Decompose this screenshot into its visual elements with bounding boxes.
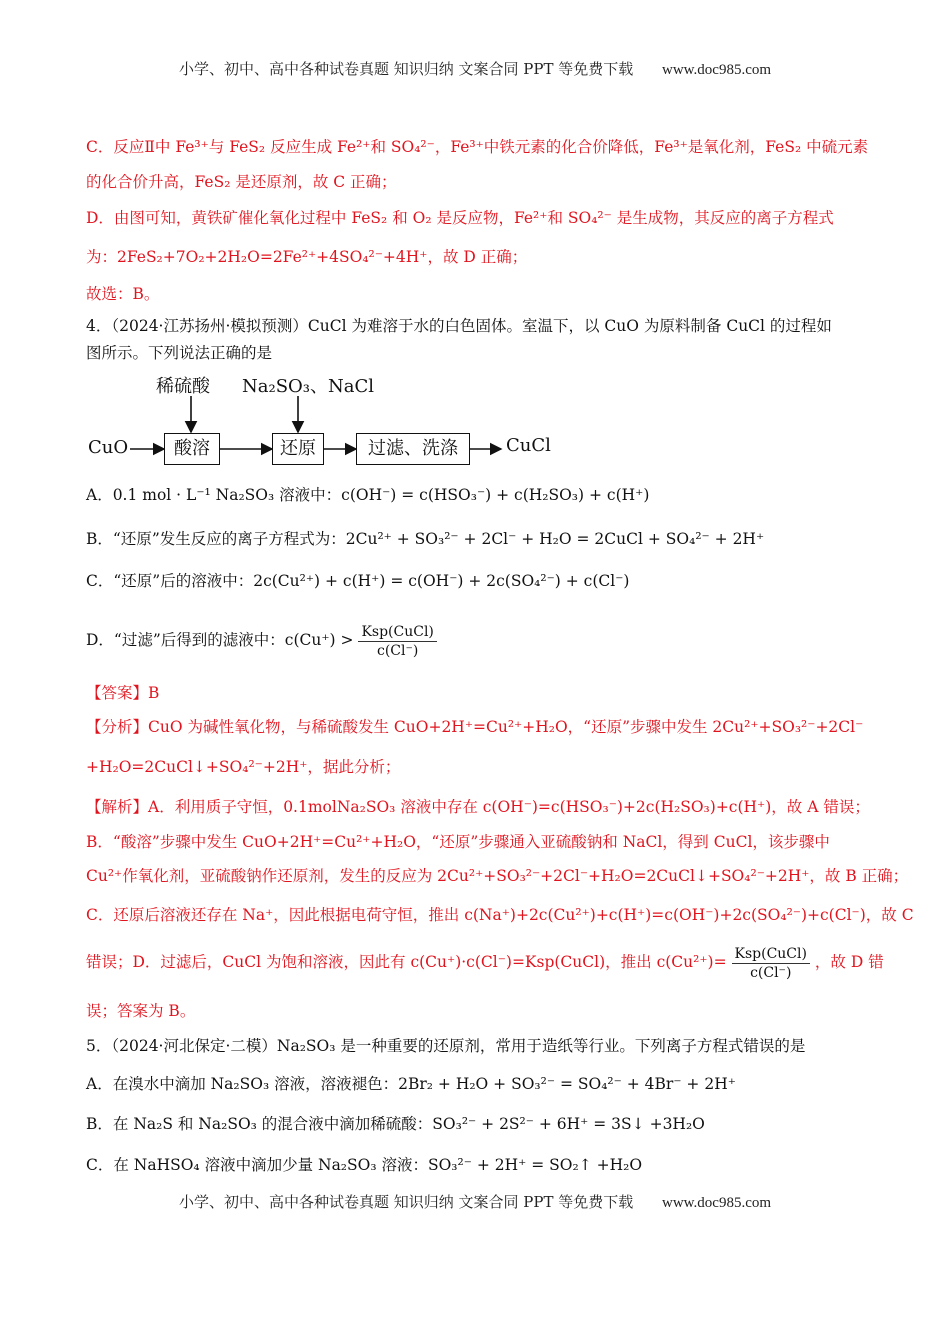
explanation-line-c: C．反应Ⅱ中 Fe³⁺与 FeS₂ 反应生成 Fe²⁺和 SO₄²⁻，Fe³⁺中铁元素的化合价降低，Fe³⁺是氧化剂，FeS₂ 中硫元素 [86, 138, 869, 156]
solution-line-a: 【解析】A．利用质子守恒，0.1molNa₂SO₃ 溶液中存在 c(OH⁻)=c(HSO₃⁻)+2c(H₂SO₃)+c(H⁺)，故 A 错误； [86, 798, 870, 816]
solution-d-denominator: c(Cl⁻) [750, 964, 792, 981]
question-5-option-a: A．在溴水中滴加 Na₂SO₃ 溶液，溶液褪色：2Br₂ + H₂O + SO₃²⁻ = SO₄²⁻ + 4Br⁻ + 2H⁺ [86, 1075, 736, 1093]
option-d-fraction [358, 623, 436, 660]
solution-conclusion: 误；答案为 B。 [86, 1002, 196, 1020]
option-d-text: D．“过滤”后得到的滤液中：c(Cu⁺) > [86, 631, 354, 649]
option-d-denominator: c(Cl⁻) [376, 642, 419, 659]
explanation-conclusion: 故选：B。 [86, 285, 160, 303]
product-cucl: CuCl [506, 435, 551, 456]
option-d-numerator: Ksp(CuCl) [358, 623, 436, 642]
question-4-option-d [86, 620, 437, 660]
solution-line-c: C．还原后溶液还存在 Na⁺，因此根据电荷守恒，推出 c(Na⁺)+2c(Cu²⁺)+c(H⁺)=c(OH⁻)+2c(SO₄²⁻)+c(Cl⁻)，故 C [86, 906, 914, 924]
explanation-line-d-cont: 为：2FeS₂+7O₂+2H₂O=2Fe²⁺+4SO₄²⁻+4H⁺，故 D 正确； [86, 248, 528, 266]
page-footer [0, 1191, 950, 1212]
solution-d-numerator: Ksp(CuCl) [732, 945, 810, 964]
answer-label: 【答案】B [86, 684, 160, 702]
solution-line-b-cont: Cu²⁺作氧化剂，亚硫酸钠作还原剂，发生的反应为 2Cu²⁺+SO₃²⁻+2Cl⁻+H₂O=2CuCl↓+SO₄²⁻+2H⁺，故 B 正确； [86, 867, 909, 885]
process-flow-diagram [86, 372, 566, 472]
question-4-option-c: C．“还原”后的溶液中：2c(Cu²⁺) + c(H⁺) = c(OH⁻) + 2c(SO₄²⁻) + c(Cl⁻) [86, 572, 630, 590]
start-material-cuo: CuO [88, 437, 129, 458]
question-5-option-b: B．在 Na₂S 和 Na₂SO₃ 的混合液中滴加稀硫酸：SO₃²⁻ + 2S²⁻ + 6H⁺ = 3S↓ +3H₂O [86, 1115, 705, 1133]
header-text: 小学、初中、高中各种试卷真题 知识归纳 文案合同 PPT 等免费下载 [178, 60, 634, 78]
question-5-option-c: C．在 NaHSO₄ 溶液中滴加少量 Na₂SO₃ 溶液：SO₃²⁻ + 2H⁺ = SO₂↑ +H₂O [86, 1156, 643, 1174]
explanation-line-d: D．由图可知，黄铁矿催化氧化过程中 FeS₂ 和 O₂ 是反应物，Fe²⁺和 SO₄²⁻ 是生成物，其反应的离子方程式 [86, 209, 834, 227]
solution-d-fraction [732, 945, 810, 982]
step-filter-wash: 过滤、洗涤 [356, 433, 470, 465]
solution-line-b: B．“酸溶”步骤中发生 CuO+2H⁺=Cu²⁺+H₂O，“还原”步骤通入亚硫酸钠和 NaCl，得到 CuCl，该步骤中 [86, 833, 830, 851]
reagent-dilute-sulfuric-acid: 稀硫酸 [156, 376, 210, 397]
question-4-stem-cont: 图所示。下列说法正确的是 [86, 344, 273, 362]
solution-line-d [86, 940, 884, 984]
question-4-option-a: A．0.1 mol · L⁻¹ Na₂SO₃ 溶液中：c(OH⁻) = c(HSO₃⁻) + c(H₂SO₃) + c(H⁺) [86, 486, 650, 504]
analysis-line-2: +H₂O=2CuCl↓+SO₄²⁻+2H⁺，据此分析； [86, 758, 401, 776]
footer-url[interactable]: www.doc985.com [662, 1195, 772, 1211]
question-4-option-b: B．“还原”发生反应的离子方程式为：2Cu²⁺ + SO₃²⁻ + 2Cl⁻ + H₂O = 2CuCl + SO₄²⁻ + 2H⁺ [86, 530, 765, 548]
question-4-stem: 4．（2024·江苏扬州·模拟预测）CuCl 为难溶于水的白色固体。室温下，以 CuO 为原料制备 CuCl 的过程如 [86, 317, 832, 335]
reagent-na2so3-nacl: Na₂SO₃、NaCl [242, 376, 375, 397]
step-reduction: 还原 [272, 433, 324, 465]
analysis-line-1: 【分析】CuO 为碱性氧化物，与稀硫酸发生 CuO+2H⁺=Cu²⁺+H₂O，“还原”步骤中发生 2Cu²⁺+SO₃²⁻+2Cl⁻ [86, 718, 864, 736]
question-5-stem: 5．（2024·河北保定·二模）Na₂SO₃ 是一种重要的还原剂，常用于造纸等行业。下列离子方程式错误的是 [86, 1037, 806, 1055]
explanation-line-c-cont: 的化合价升高，FeS₂ 是还原剂，故 C 正确； [86, 173, 397, 191]
step-acid-dissolve: 酸溶 [164, 433, 220, 465]
solution-d-tail: ，故 D 错 [814, 953, 884, 971]
footer-text: 小学、初中、高中各种试卷真题 知识归纳 文案合同 PPT 等免费下载 [178, 1193, 634, 1211]
header-url[interactable]: www.doc985.com [662, 62, 772, 78]
solution-d-text: 错误；D．过滤后，CuCl 为饱和溶液，因此有 c(Cu⁺)·c(Cl⁻)=Ksp(CuCl)，推出 c(Cu²⁺)= [86, 953, 727, 971]
page-header [0, 58, 950, 79]
